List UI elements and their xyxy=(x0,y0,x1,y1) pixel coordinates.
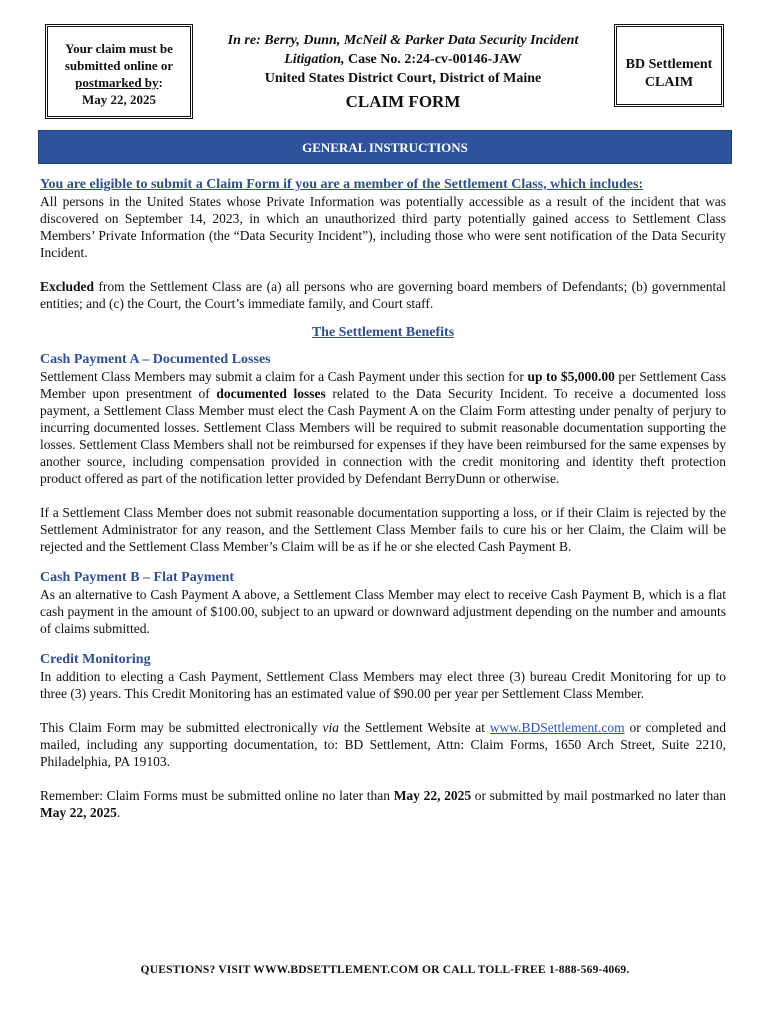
reminder-date-mail: May 22, 2025 xyxy=(40,805,117,820)
deadline-line-1: Your claim must be xyxy=(65,41,173,56)
reminder-part-1: Remember: Claim Forms must be submitted online no later than xyxy=(40,788,394,803)
page-title: CLAIM FORM xyxy=(345,92,461,111)
claim-box-line-1: BD Settlement xyxy=(625,57,713,72)
class-definition: All persons in the United States whose Private Information was potentially accessible as a result of the incident that was discovered on September 14, 2023, in which an unauthorized third party potentially gained access to Settlement Class Members’ Private Information (the “Data Security Incident”), including those who were sent notification of the Data Security Incident. xyxy=(40,194,726,260)
claim-box xyxy=(614,24,724,107)
case-name-cont: Litigation, xyxy=(284,52,345,67)
instructions-body xyxy=(40,176,726,821)
submission-via: via xyxy=(322,720,339,735)
exclusions xyxy=(40,278,726,312)
reminder-date-online: May 22, 2025 xyxy=(393,788,472,803)
claim-box-line-2: CLAIM xyxy=(644,75,694,90)
eligibility-heading: You are eligible to submit a Claim Form if you are a member of the Settlement Class, which includes: xyxy=(40,177,644,192)
submission-part-2: the Settlement Website at xyxy=(338,720,490,735)
submission-part-1: This Claim Form may be submitted electronically xyxy=(40,720,323,735)
cash-a-part-2: per Settlement Cass Member upon presentment of xyxy=(40,369,727,401)
deadline-line-3 xyxy=(48,74,190,91)
cash-payment-a-cure-text: If a Settlement Class Member does not submit reasonable documentation supporting a loss, or if their Claim is rejected by the Settlement Administrator for any reason, and the Settlement Class Member fails to cure his or her Claim, the Claim will be rejected and the Settlement Class Member’s Claim will be as if he or she elected Cash Payment B. xyxy=(40,505,726,554)
reminder-part-3: . xyxy=(116,805,121,820)
reminder-text xyxy=(40,787,726,821)
cash-a-part-1: Settlement Class Members may submit a claim for a Cash Payment under this section for xyxy=(40,369,528,384)
footer-contact: QUESTIONS? VISIT WWW.BDSETTLEMENT.COM OR CALL TOLL-FREE 1-888-569-4069. xyxy=(140,964,630,976)
case-number: Case No. 2:24-cv-00146-JAW xyxy=(344,52,522,67)
submission-part-3: or completed and mailed, including any supporting documentation, to: BD Settlement, Attn: Claim Forms, 1650 Arch Street, Suite 2210, Philadelphia, PA 19103. xyxy=(40,720,726,769)
deadline-date: May 22, 2025 xyxy=(81,92,157,107)
settlement-website-link[interactable]: www.BDSettlement.com xyxy=(489,720,625,735)
cash-payment-b-text: As an alternative to Cash Payment A above, a Settlement Class Member may elect to receive Cash Payment B, which is a flat cash payment in the amount of $100.00, subject to an upward or downward adjustment depending on the number and amounts of claims submitted. xyxy=(40,587,726,636)
submission-text xyxy=(40,719,726,770)
cash-a-part-3: related to the Data Security Incident. To receive a documented loss payment, a Settlement Class Member must elect the Cash Payment A on the Claim Form attesting under penalty of perjury to incurring documented losses. Settlement Class Members will be required to submit reasonable documentation supporting the losses. Settlement Class Members shall not be reimbursed for expenses if they have been reimbursed for the same expenses by another source, including compensation provided in connection with the credit monitoring and identity theft protection product offered as part of the notification letter provided by Defendant BerryDunn or otherwise. xyxy=(40,386,726,486)
court-name: United States District Court, District of Maine xyxy=(264,71,542,86)
case-name: In re: Berry, Dunn, McNeil & Parker Data Security Incident xyxy=(227,33,579,48)
section-banner: GENERAL INSTRUCTIONS xyxy=(38,130,732,164)
cash-a-amount: up to $5,000.00 xyxy=(527,369,615,384)
credit-monitoring-text: In addition to electing a Cash Payment, Settlement Class Members may elect three (3) bureau Credit Monitoring for up to three (3) years. This Credit Monitoring has an estimated value of $90.00 per year per Settlement Class Member. xyxy=(40,669,726,701)
credit-monitoring-heading: Credit Monitoring xyxy=(40,652,151,667)
cash-a-documented: documented losses xyxy=(216,386,326,401)
case-caption xyxy=(203,31,603,88)
cash-payment-a-text xyxy=(40,368,726,487)
deadline-colon: : xyxy=(158,75,163,90)
deadline-line-2: submitted online or xyxy=(64,58,174,73)
deadline-postmarked: postmarked by xyxy=(75,75,159,90)
excluded-text: from the Settlement Class are (a) all persons who are governing board members of Defendants; (b) governmental entities; and (c) the Court, the Court’s immediate family, and Court staff. xyxy=(40,279,726,311)
deadline-box xyxy=(45,24,193,119)
excluded-label: Excluded xyxy=(40,279,95,294)
cash-payment-a-heading: Cash Payment A – Documented Losses xyxy=(40,352,271,367)
benefits-heading: The Settlement Benefits xyxy=(311,325,455,340)
cash-payment-b-heading: Cash Payment B – Flat Payment xyxy=(40,570,235,585)
reminder-part-2: or submitted by mail postmarked no later than xyxy=(471,788,726,803)
